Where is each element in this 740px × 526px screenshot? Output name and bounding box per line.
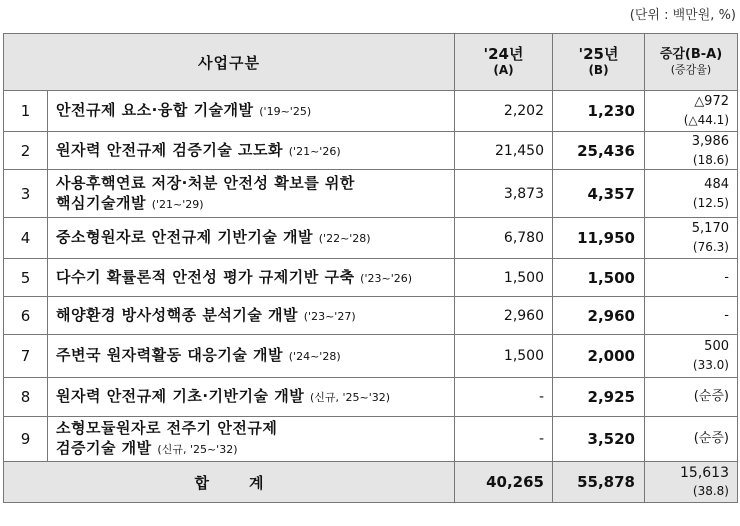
header-col-b-year: '25년 xyxy=(578,44,619,63)
header-col-diff-label: 증감(B-A) xyxy=(659,47,723,62)
header-col-b-sub: (B) xyxy=(588,62,609,77)
row-name-line1: 원자력 안전규제 검증기술 고도화 xyxy=(56,140,284,159)
row-value-b: 1,500 xyxy=(553,259,645,297)
row-diff-value: 484 xyxy=(704,176,729,192)
row-value-b: 3,520 xyxy=(553,417,645,462)
row-diff xyxy=(645,297,738,335)
row-diff-rate: (33.0) xyxy=(692,358,729,372)
table-row xyxy=(4,91,738,132)
row-name xyxy=(48,335,455,378)
row-period: ('23~'26) xyxy=(360,271,413,285)
row-period: ('23~'27) xyxy=(303,309,356,323)
total-b: 55,878 xyxy=(553,462,645,503)
row-name xyxy=(48,91,455,132)
row-diff xyxy=(645,417,738,462)
row-name-line1: 중소형원자로 안전규제 기반기술 개발 xyxy=(56,228,314,246)
row-number: 8 xyxy=(4,378,48,417)
table-row xyxy=(4,259,738,297)
row-value-a: 2,202 xyxy=(455,91,553,132)
row-value-b: 25,436 xyxy=(553,132,645,170)
row-number: 2 xyxy=(4,132,48,170)
row-name-line1: 소형모듈원자로 전주기 안전규제 xyxy=(56,419,278,437)
table-row xyxy=(4,132,738,170)
row-diff xyxy=(645,378,738,417)
row-value-b: 4,357 xyxy=(553,170,645,218)
row-name-line1: 주변국 원자력활동 대응기술 개발 xyxy=(56,346,284,364)
row-value-a: 1,500 xyxy=(455,259,553,297)
row-value-a: - xyxy=(455,378,553,417)
row-value-a: 1,500 xyxy=(455,335,553,378)
row-diff-rate: (18.6) xyxy=(692,152,729,167)
row-value-b: 2,960 xyxy=(553,297,645,335)
table-row xyxy=(4,170,738,218)
row-diff-value: △972 xyxy=(694,94,729,109)
table-row xyxy=(4,218,738,259)
row-number: 1 xyxy=(4,91,48,132)
header-col-a-year: '24년 xyxy=(483,44,524,63)
row-name-line1: 다수기 확률론적 안전성 평가 규제기반 구축 xyxy=(56,267,355,286)
total-row xyxy=(4,462,738,503)
row-period: ('22~'28) xyxy=(318,232,371,245)
unit-note: (단위 : 백만원, %) xyxy=(629,8,736,23)
header-col-diff-sub: (증감율) xyxy=(670,63,712,76)
header-row xyxy=(4,34,738,91)
total-diff-rate: (38.8) xyxy=(692,484,729,498)
total-a: 40,265 xyxy=(455,462,553,503)
row-diff xyxy=(645,335,738,378)
row-number: 4 xyxy=(4,218,48,259)
header-col-a-sub: (A) xyxy=(493,62,514,77)
row-name xyxy=(48,297,455,335)
row-diff xyxy=(645,259,738,297)
row-name xyxy=(48,218,455,259)
table-row xyxy=(4,335,738,378)
table-row xyxy=(4,297,738,335)
header-col-diff xyxy=(645,34,738,91)
row-period: ('19~'25) xyxy=(259,105,312,118)
row-diff-value: (순증) xyxy=(693,389,729,404)
row-period: ('21~'29) xyxy=(151,197,204,211)
row-diff-value: - xyxy=(724,269,729,285)
row-number: 7 xyxy=(4,335,48,378)
row-name xyxy=(48,259,455,297)
header-col-b xyxy=(553,34,645,91)
row-period: (신규, '25~'32) xyxy=(309,391,391,404)
row-period: (신규, '25~'32) xyxy=(157,443,238,456)
row-value-b: 2,000 xyxy=(553,335,645,378)
row-name-line1: 안전규제 요소·융합 기술개발 xyxy=(56,101,254,119)
row-name xyxy=(48,378,455,417)
row-name-line1: 원자력 안전규제 기초·기반기술 개발 xyxy=(56,387,305,405)
row-period: ('21~'26) xyxy=(288,144,341,158)
table-row xyxy=(4,417,738,462)
row-value-b: 2,925 xyxy=(553,378,645,417)
row-value-a: 3,873 xyxy=(455,170,553,218)
row-value-a: 2,960 xyxy=(455,297,553,335)
row-name xyxy=(48,132,455,170)
total-diff-value: 15,613 xyxy=(680,465,729,481)
row-value-a: 21,450 xyxy=(455,132,553,170)
row-period: ('24~'28) xyxy=(288,350,341,363)
row-diff-value: 3,986 xyxy=(691,133,729,149)
row-value-a: 6,780 xyxy=(455,218,553,259)
total-label: 합계 xyxy=(4,462,455,503)
row-name-line1: 해양환경 방사성핵종 분석기술 개발 xyxy=(56,305,299,324)
row-number: 6 xyxy=(4,297,48,335)
row-diff-value: (순증) xyxy=(693,431,729,446)
budget-table xyxy=(3,33,738,503)
row-diff-value: 500 xyxy=(704,339,729,354)
row-number: 5 xyxy=(4,259,48,297)
row-name xyxy=(48,170,455,218)
row-diff-value: 5,170 xyxy=(691,221,729,236)
row-value-a: - xyxy=(455,417,553,462)
row-diff xyxy=(645,170,738,218)
row-number: 9 xyxy=(4,417,48,462)
row-name xyxy=(48,417,455,462)
row-number: 3 xyxy=(4,170,48,218)
row-diff-rate: (△44.1) xyxy=(683,113,729,127)
header-col-a xyxy=(455,34,553,91)
row-diff-value: - xyxy=(724,307,729,323)
total-diff xyxy=(645,462,738,503)
row-name-line1: 사용후핵연료 저장·처분 안전성 확보를 위한 xyxy=(56,173,355,192)
row-diff-rate: (76.3) xyxy=(692,240,729,254)
row-diff-rate: (12.5) xyxy=(692,195,729,210)
row-diff xyxy=(645,218,738,259)
table-row xyxy=(4,378,738,417)
header-category: 사업구분 xyxy=(4,34,455,91)
row-diff xyxy=(645,91,738,132)
row-value-b: 11,950 xyxy=(553,218,645,259)
row-value-b: 1,230 xyxy=(553,91,645,132)
row-name-line2: 검증기술 개발 xyxy=(56,439,152,457)
row-name-line2: 핵심기술개발 xyxy=(56,193,146,212)
row-diff xyxy=(645,132,738,170)
